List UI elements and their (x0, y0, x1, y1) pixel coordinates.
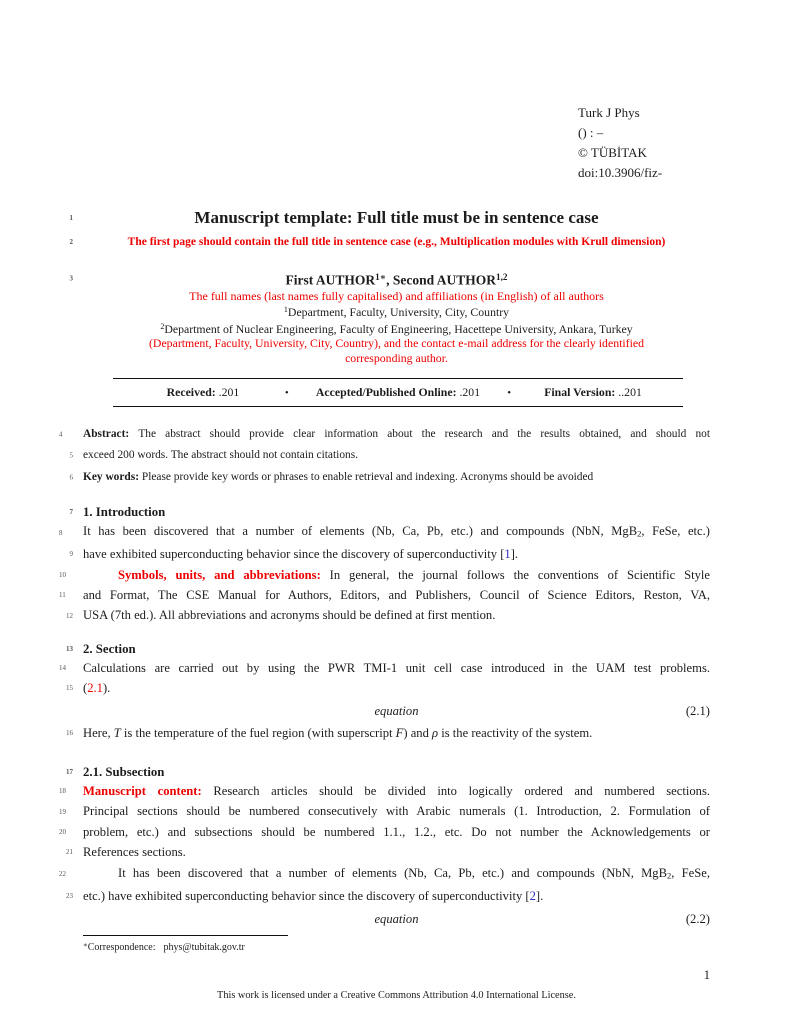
page-number: 1 (703, 968, 710, 983)
line-number: 20 (59, 827, 66, 836)
section-2-text-14: Calculations are carried out by using the PWR TMI-1 unit cell case introduced in the UAM test problems. (83, 660, 710, 675)
correspondence-label: Correspondence: (87, 942, 156, 954)
final-version-label: Final Version: (544, 385, 616, 400)
equation-2-2-body: equation (374, 912, 419, 927)
math-symbol-rho: ρ (432, 725, 439, 740)
line-number: 16 (66, 728, 73, 737)
line-number: 2 (69, 238, 73, 246)
subsection-2-1-heading-text: 2.1. Subsection (83, 765, 165, 780)
abstract-line-2 (69, 445, 710, 466)
keywords-label: Key words: (83, 471, 142, 484)
line-number: 6 (69, 473, 73, 482)
line-number: 15 (66, 684, 73, 693)
line-number: 19 (59, 807, 66, 816)
affiliation-1-row (83, 303, 710, 320)
affiliation-instruction-line-2: corresponding author. (345, 350, 448, 365)
subsection-line-20 (59, 822, 710, 842)
title-instruction-row (69, 235, 710, 249)
equation-2-1-ref-link[interactable]: 2.1 (87, 681, 103, 696)
subsection-text-20: problem, etc.) and subsections should be numbered 1.1., 1.2., etc. Do not number the Acknowledgements or (83, 824, 710, 839)
subsection-line-19 (59, 801, 710, 821)
affiliation-2: Department of Nuclear Engineering, Faculty of Engineering, Hacettepe University, Ankara, Turkey (164, 321, 633, 336)
line-number: 23 (66, 891, 73, 900)
journal-name: Turk J Phys (578, 105, 640, 120)
subsection-line-18 (59, 781, 710, 801)
text-16c: ) and (403, 725, 433, 740)
citation-2-link[interactable]: 2 (529, 888, 536, 903)
line-number: 12 (66, 611, 73, 620)
intro-text-8b: , FeSe, etc.) (641, 524, 710, 539)
symbols-text-12: USA (7th ed.). All abbreviations and acronyms should be defined at first mention. (83, 608, 496, 623)
subsection-text-22a: It has been discovered that a number of elements (Nb, Ca, Pb, etc.) and compounds (NbN, MgB (118, 865, 667, 880)
symbols-line-12 (66, 605, 710, 625)
author-2-superscript: 1,2 (496, 272, 508, 282)
line-number: 10 (59, 570, 66, 579)
page-title: Manuscript template: Full title must be in sentence case (194, 208, 599, 227)
received-cell (125, 385, 281, 400)
footnote-rule (83, 935, 288, 936)
equation-2-2-number: (2.2) (685, 912, 710, 927)
authors-row (69, 269, 710, 289)
line-number: 4 (59, 430, 63, 439)
subsection-line-23 (66, 886, 710, 906)
correspondence-footnote (83, 939, 710, 954)
final-version-cell (515, 385, 671, 400)
affiliation-2-row (83, 320, 710, 337)
journal-copyright: © TÜBİTAK (578, 145, 647, 160)
dates-box (113, 378, 683, 407)
section-2-line-16 (66, 723, 710, 743)
math-symbol-F: F (395, 725, 404, 740)
section-2-heading-text: 2. Section (83, 641, 136, 656)
line-number: 21 (66, 848, 73, 857)
received-label: Received: (166, 385, 216, 400)
title-instruction: The first page should contain the full title in sentence case (e.g., Multiplication modules with Krull dimension) (127, 236, 666, 248)
section-1-heading-text: 1. Introduction (83, 505, 166, 520)
received-value: .201 (215, 385, 240, 400)
footnote-marker: ∗ (83, 941, 88, 950)
abstract-label: Abstract: (83, 428, 139, 441)
eqref-close: ). (102, 681, 111, 696)
line-number: 17 (66, 768, 73, 777)
equation-2-1-number: (2.1) (685, 703, 710, 718)
accepted-label: Accepted/Published Online: (315, 385, 457, 400)
author-2: Second AUTHOR (392, 272, 496, 288)
line-number: 13 (66, 644, 73, 653)
subscript-2: 2 (667, 870, 672, 881)
author-1-superscript: 1∗ (375, 272, 387, 282)
line-number: 1 (69, 214, 73, 222)
abstract-text-2: exceed 200 words. The abstract should not contain citations. (83, 449, 358, 462)
keywords-text: Please provide key words or phrases to enable retrieval and indexing. Acronyms should be avoided (141, 471, 594, 484)
affiliation-2-marker: 2 (160, 321, 165, 331)
section-2-line-14 (59, 658, 710, 678)
license-statement: This work is licensed under a Creative Commons Attribution 4.0 International License. (217, 990, 576, 1002)
title-row (69, 206, 710, 230)
subsection-text-22b: , FeSe, (671, 865, 710, 880)
citation-1-link[interactable]: 1 (504, 547, 511, 562)
subsection-line-21 (66, 842, 710, 862)
section-2-heading (66, 640, 710, 658)
line-number: 22 (59, 870, 66, 878)
manuscript-content-label: Manuscript content: (83, 784, 214, 799)
section-1-heading (69, 503, 710, 521)
authors-instruction-row (83, 289, 710, 304)
math-symbol-T: T (113, 725, 121, 740)
authors-instruction: The full names (last names fully capitalised) and affiliations (in English) of all authors (189, 288, 604, 303)
affiliation-instruction-row-1 (83, 336, 710, 351)
eqref-open: ( (83, 681, 88, 696)
journal-doi: doi:10.3906/fiz- (578, 165, 663, 180)
line-number: 14 (59, 663, 66, 672)
abstract-text-1: The abstract should provide clear information about the research and the results obtained, and should not (138, 428, 710, 441)
text-16b: is the temperature of the fuel region (with superscript (120, 725, 396, 740)
section-2-line-15 (66, 678, 710, 698)
author-1: First AUTHOR (285, 272, 376, 288)
equation-2-2-row (83, 910, 710, 928)
symbols-line-10 (59, 565, 710, 585)
intro-line-9 (69, 544, 710, 564)
subsection-text-18: Research articles should be divided into logically ordered and numbered sections. (213, 784, 710, 799)
subscript-2: 2 (637, 528, 642, 539)
line-number: 9 (69, 550, 73, 559)
bullet-separator: • (284, 386, 289, 399)
line-number: 11 (59, 591, 66, 599)
line-number: 7 (69, 508, 73, 517)
line-number: 3 (69, 274, 73, 283)
text-16d: is the reactivity of the system. (438, 725, 593, 740)
final-version-value: ..201 (615, 385, 642, 400)
intro-text-9b: ]. (510, 547, 519, 562)
accepted-cell (293, 385, 503, 400)
text-16a: Here, (83, 725, 114, 740)
subsection-text-21: References sections. (83, 845, 186, 860)
intro-text-9a: have exhibited superconducting behavior since the discovery of superconductivity [ (83, 547, 505, 562)
bullet-separator: • (507, 386, 512, 399)
symbols-line-11 (59, 585, 710, 605)
symbols-label: Symbols, units, and abbreviations: (118, 567, 330, 582)
subsection-text-19: Principal sections should be numbered consecutively with Arabic numerals (1. Introduction, 2. Formulation of (83, 804, 710, 819)
subsection-text-23b: ]. (535, 888, 544, 903)
intro-line-8 (59, 521, 710, 544)
line-number: 8 (59, 528, 63, 537)
abstract-line-1 (59, 424, 710, 445)
intro-text-8a: It has been discovered that a number of elements (Nb, Ca, Pb, etc.) and compounds (NbN, MgB (83, 524, 638, 539)
equation-2-1-row (83, 702, 710, 720)
equation-2-1-body: equation (374, 703, 419, 718)
keywords-row (69, 467, 710, 488)
journal-issue: () : – (578, 125, 604, 140)
affiliation-instruction-row-2 (83, 351, 710, 366)
subsection-2-1-heading (66, 763, 710, 781)
line-number: 5 (69, 451, 73, 460)
correspondence-email-link[interactable]: phys@tubitak.gov.tr (163, 942, 245, 954)
affiliation-instruction-line-1: (Department, Faculty, University, City, Country), and the contact e-mail address for the clearly identified (149, 336, 644, 351)
symbols-text-11: and Format, The CSE Manual for Authors, Editors, and Publishers, Council of Science Editors, Reston, VA, (83, 588, 710, 602)
accepted-value: .201 (456, 385, 481, 400)
symbols-text-10: In general, the journal follows the conventions of Scientific Style (329, 567, 710, 582)
manuscript-body (59, 0, 710, 1002)
subsection-text-23a: etc.) have exhibited superconducting behavior since the discovery of superconductivity [ (83, 888, 530, 903)
affiliation-1-marker: 1 (283, 305, 288, 315)
affiliation-1: Department, Faculty, University, City, Country (287, 305, 510, 320)
subsection-line-22 (59, 863, 710, 886)
line-number: 18 (59, 787, 66, 796)
author-separator: , (386, 272, 393, 288)
